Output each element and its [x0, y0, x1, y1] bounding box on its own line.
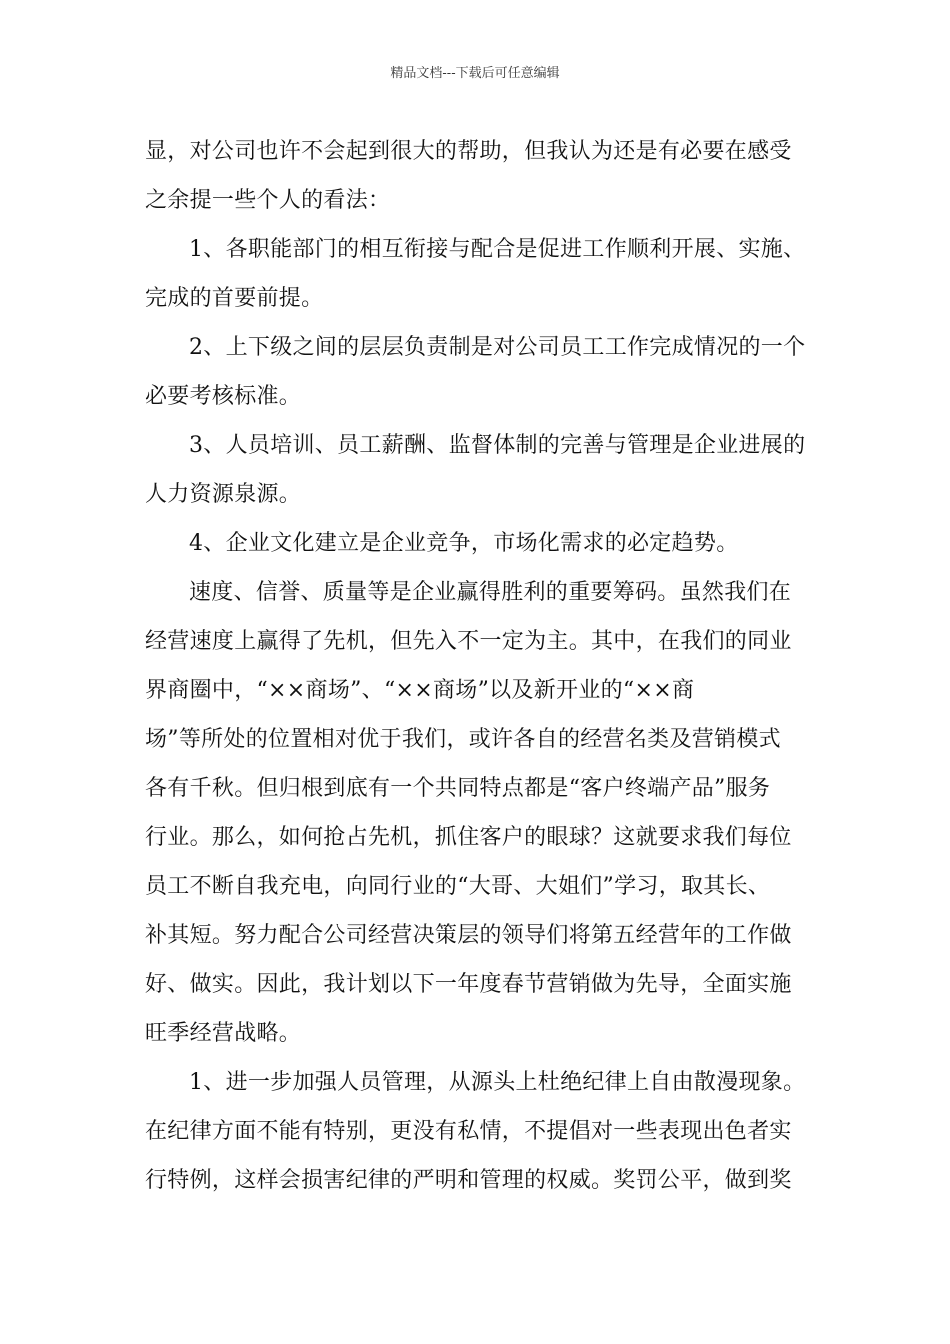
text-line: 4、企业文化建立是企业竞争，市场化需求的必定趋势。: [189, 531, 739, 556]
text-line: 3、人员培训、员工薪酬、监督体制的完善与管理是企业进展的: [189, 433, 806, 458]
text-line: 在纪律方面不能有特别，更没有私情，不提倡对一些表现出色者实: [145, 1119, 792, 1144]
text-line: 补其短。努力配合公司经营决策层的领导们将第五经营年的工作做: [145, 923, 792, 948]
text-line: 员工不断自我充电，向同行业的“大哥、大姐们”学习，取其长、: [145, 874, 771, 899]
text-line: 行特例，这样会损害纪律的严明和管理的权威。奖罚公平，做到奖: [145, 1168, 792, 1193]
text-line: 1、各职能部门的相互衔接与配合是促进工作顺利开展、实施、: [189, 237, 806, 262]
text-line: 行业。那么，如何抢占先机，抓住客户的眼球？这就要求我们每位: [145, 825, 792, 850]
text-line: 旺季经营战略。: [145, 1021, 302, 1046]
text-line: 2、上下级之间的层层负责制是对公司员工工作完成情况的一个: [189, 335, 806, 360]
text-line: 场”等所处的位置相对优于我们，或许各自的经营名类及营销模式: [145, 727, 781, 752]
text-line: 人力资源泉源。: [145, 482, 302, 507]
text-line: 完成的首要前提。: [145, 286, 324, 311]
text-line: 界商圈中，“××商场”、“××商场”以及新开业的“××商: [145, 678, 695, 703]
text-line: 1、进一步加强人员管理，从源头上杜绝纪律上自由散漫现象。: [189, 1070, 806, 1095]
text-line: 必要考核标准。: [145, 384, 302, 409]
document-body: [145, 127, 807, 1205]
text-line: 各有千秋。但归根到底有一个共同特点都是“客户终端产品”服务: [145, 776, 771, 801]
page-header: 精品文档---下载后可任意编辑: [390, 66, 560, 81]
text-line: 经营速度上赢得了先机，但先入不一定为主。其中，在我们的同业: [145, 629, 792, 654]
text-line: 之余提一些个人的看法：: [145, 188, 391, 213]
text-line: 速度、信誉、质量等是企业赢得胜利的重要筹码。虽然我们在: [189, 580, 792, 605]
text-line: 好、做实。因此，我计划以下一年度春节营销做为先导，全面实施: [145, 972, 792, 997]
text-line: 显，对公司也许不会起到很大的帮助，但我认为还是有必要在感受: [145, 139, 792, 164]
